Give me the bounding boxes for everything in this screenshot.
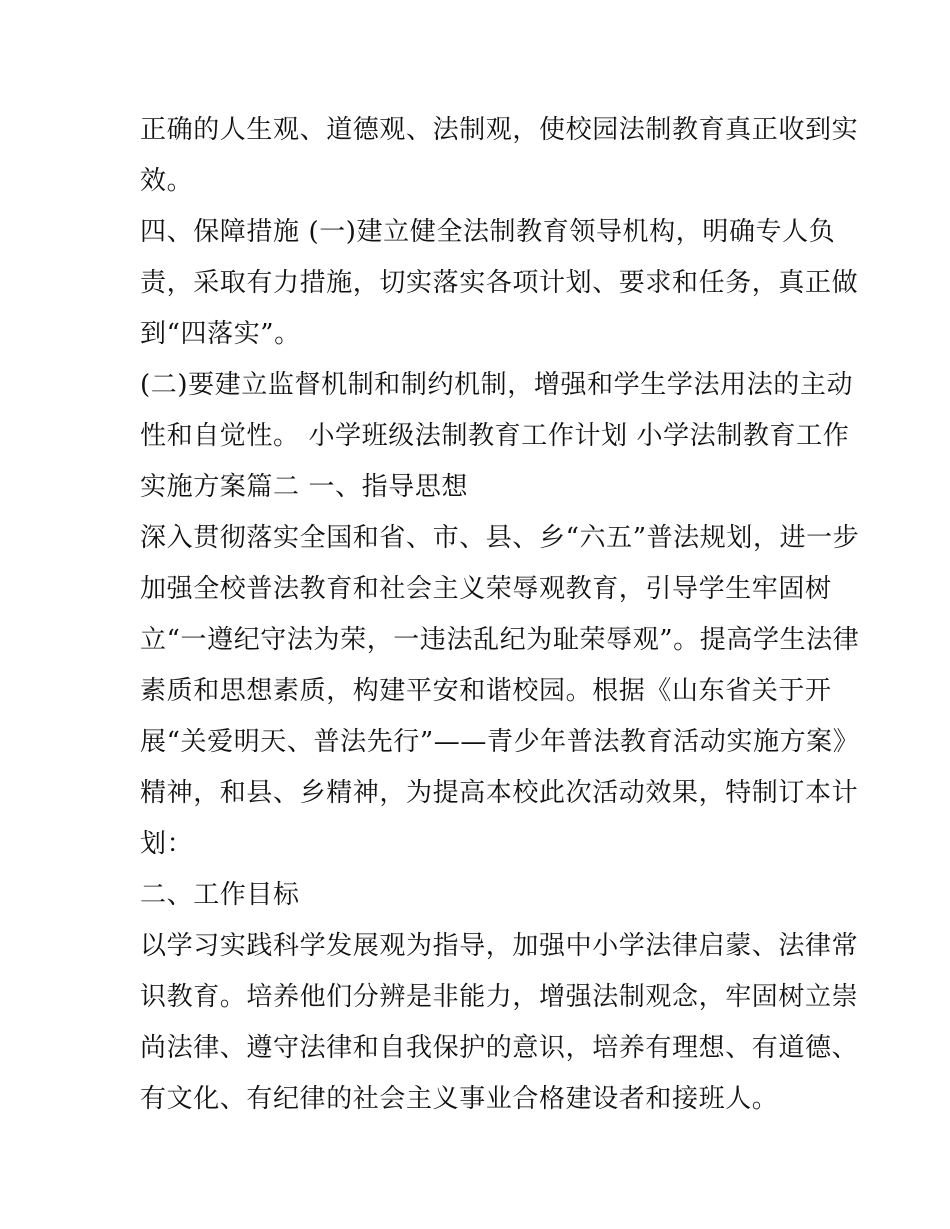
text-line: 正确的人生观、道德观、法制观，使校园法制教育真正收到实 (140, 115, 859, 145)
text-line: 识教育。培养他们分辨是非能力，增强法制观念，牢固树立崇 (140, 982, 859, 1012)
text-line: 素质和思想素质，构建平安和谐校园。根据《山东省关于开 (140, 676, 832, 706)
text-line: 有文化、有纪律的社会主义事业合格建设者和接班人。 (140, 1084, 779, 1114)
text-line: 以学习实践科学发展观为指导，加强中小学法律启蒙、法律常 (140, 931, 859, 961)
text-line: (二)要建立监督机制和制约机制，增强和学生学法用法的主动 (140, 370, 854, 400)
document-body (140, 105, 860, 1125)
text-line: 性和自觉性。 小学班级法制教育工作计划 小学法制教育工作 (140, 421, 850, 451)
text-line: 划： (140, 829, 194, 859)
section-heading-line: 实施方案篇二 一、指导思想 (140, 472, 469, 502)
text-line: 到“四落实”。 (140, 319, 301, 349)
section-heading: 二、工作目标 (140, 880, 300, 910)
text-line: 立“一遵纪守法为荣，一违法乱纪为耻荣辱观”。提高学生法律 (140, 625, 860, 655)
section-heading-line: 四、保障措施 (一)建立健全法制教育领导机构，明确专人负 (140, 217, 836, 247)
text-line: 加强全校普法教育和社会主义荣辱观教育，引导学生牢固树 (140, 574, 832, 604)
text-line: 展“关爱明天、普法先行”——青少年普法教育活动实施方案》 (140, 727, 860, 757)
text-line: 责，采取有力措施，切实落实各项计划、要求和任务，真正做 (140, 268, 859, 298)
text-line: 效。 (140, 166, 194, 196)
text-line: 尚法律、遵守法律和自我保护的意识，培养有理想、有道德、 (140, 1033, 859, 1063)
text-line: 精神，和县、乡精神，为提高本校此次活动效果，特制订本计 (140, 778, 859, 808)
text-line: 深入贯彻落实全国和省、市、县、乡“六五”普法规划，进一步 (140, 523, 860, 553)
